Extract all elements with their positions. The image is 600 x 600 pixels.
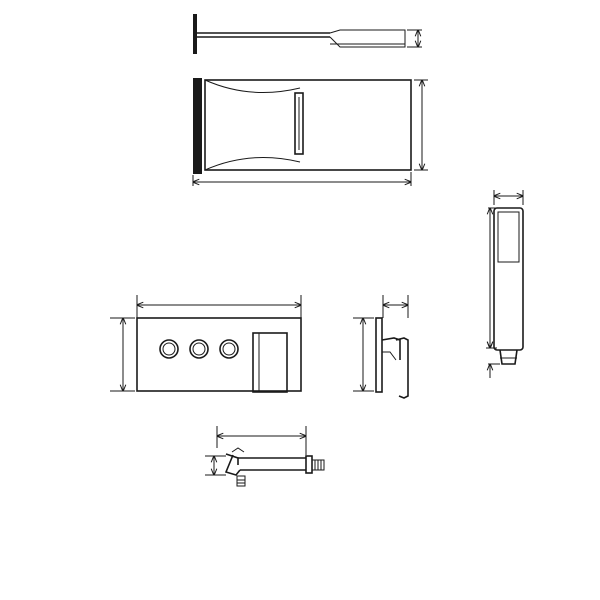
diverter-knob-1 — [160, 340, 178, 358]
mixer-handle — [253, 333, 287, 392]
mixer-front-view — [110, 295, 301, 392]
shower-head-outline — [205, 80, 411, 170]
spout-collar — [306, 456, 312, 473]
shower-head-side-view — [193, 14, 422, 54]
hand-shower-neck — [500, 350, 517, 364]
shower-head-top-view — [193, 78, 428, 186]
diverter-knob-2 — [190, 340, 208, 358]
mount-plate — [193, 78, 202, 174]
spout-thread-bottom — [237, 476, 245, 486]
hand-shower-face — [498, 212, 519, 262]
mixer-side-handle — [396, 338, 408, 398]
diverter-knob-3 — [220, 340, 238, 358]
spout-view — [205, 426, 324, 486]
hand-shower-view — [486, 190, 523, 378]
mixer-side-plate — [376, 318, 382, 392]
mixer-side-view — [353, 295, 408, 398]
